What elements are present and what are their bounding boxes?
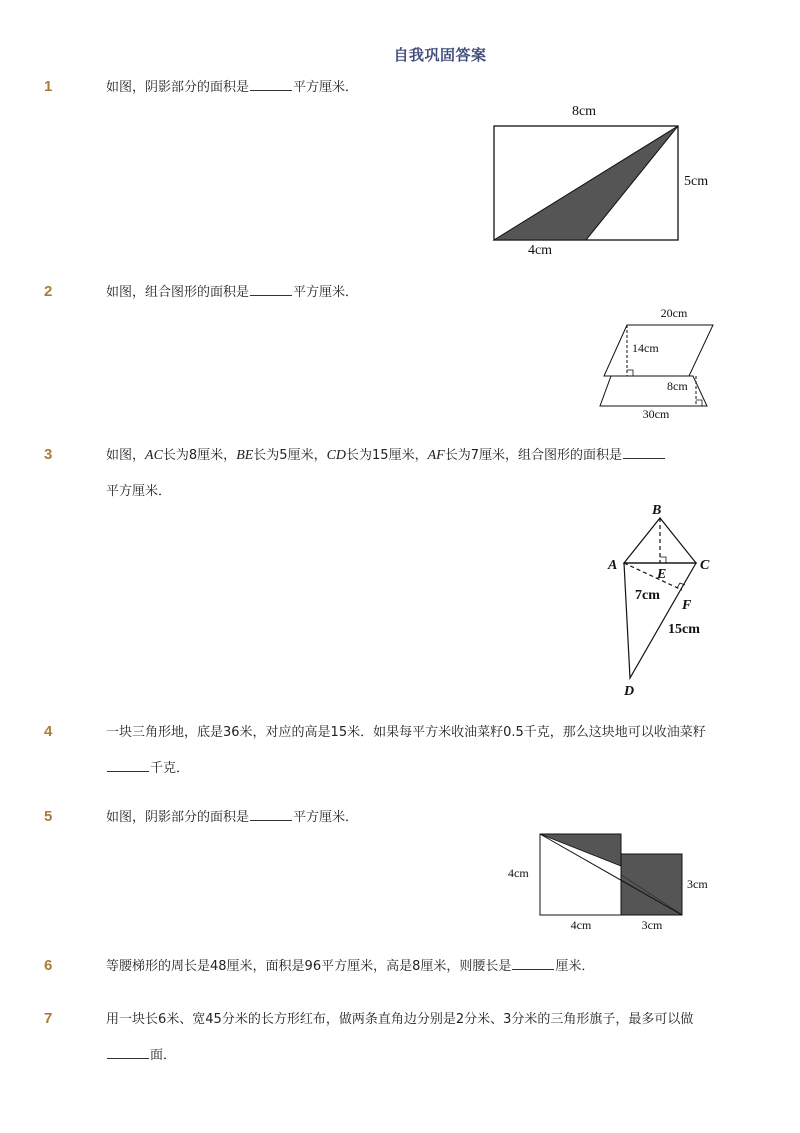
question-text-part: 长为7厘米，组合图形的面积是 (444, 448, 622, 463)
question-number: 1 (44, 78, 53, 95)
question-text-after: 平方厘米． (293, 810, 359, 825)
segment-cd: CD (326, 448, 347, 463)
question-number: 3 (44, 446, 53, 463)
label-c: C (700, 558, 710, 573)
label-d: D (624, 684, 635, 699)
right-angle-mark (660, 557, 666, 563)
figure-q5 (506, 826, 716, 936)
question-text-prefix: 如图， (106, 448, 146, 463)
question-text-after: 厘米． (555, 959, 595, 974)
figure-q2 (596, 300, 720, 424)
label-bottom: 30cm (642, 407, 670, 421)
label-top: 8cm (571, 104, 597, 119)
answer-blank[interactable] (107, 758, 149, 772)
answer-blank[interactable] (250, 282, 292, 296)
question-text (106, 949, 716, 985)
answer-blank[interactable] (250, 77, 292, 91)
answer-blank[interactable] (623, 445, 665, 459)
label-top: 20cm (660, 306, 688, 320)
question-text-before: 如图，阴影部分的面积是 (106, 80, 250, 95)
figure-q3 (600, 498, 724, 704)
height-af (624, 563, 682, 590)
segment-af: AF (427, 448, 445, 463)
label-e: E (657, 567, 667, 582)
right-angle-mark (696, 400, 702, 406)
question-text (106, 715, 716, 787)
label-f: F (682, 598, 692, 613)
label-cd-length: 15cm (668, 622, 700, 637)
label-bottom-left: 4cm (570, 918, 592, 932)
label-bottom-right: 3cm (641, 918, 663, 932)
right-angle-mark (627, 370, 633, 376)
label-right: 5cm (684, 174, 709, 189)
label-a: A (608, 558, 618, 573)
question-text-part: 长为5厘米， (253, 448, 327, 463)
question-text-after: 平方厘米． (293, 285, 359, 300)
label-bottom: 4cm (527, 243, 553, 258)
segment-be: BE (236, 448, 254, 463)
question-text-after: 平方厘米． (293, 80, 359, 95)
label-height-top: 14cm (632, 341, 659, 355)
question-text-before: 等腰梯形的周长是48厘米，面积是96平方厘米，高是8厘米，则腰长是 (106, 959, 512, 974)
question-text-before: 一块三角形地，底是36米，对应的高是15米．如果每平方米收油菜籽0.5千克，那么这块地可以收油菜籽 (106, 725, 706, 740)
page-title: 自我巩固答案 (393, 46, 487, 64)
question-number: 7 (44, 1010, 53, 1027)
segment-ac: AC (145, 448, 163, 463)
question-text-after: 平方厘米． (106, 484, 172, 499)
question-text-part: 长为8厘米， (162, 448, 237, 463)
question-text-before: 如图，阴影部分的面积是 (106, 810, 250, 825)
trapezoid (600, 376, 707, 406)
question-text-before: 用一块长6米、宽45分米的长方形红布，做两条直角边分别是2分米、3分米的三角形旗子，最多可以做 (106, 1012, 694, 1027)
question-number: 4 (44, 723, 53, 740)
question-text (106, 1002, 716, 1074)
label-b: B (652, 503, 662, 518)
shaded-triangle-top (540, 834, 621, 866)
label-height-bottom: 8cm (667, 379, 688, 393)
shaded-triangle (494, 126, 678, 240)
label-right: 3cm (687, 877, 708, 891)
label-af-length: 7cm (635, 588, 660, 603)
label-left: 4cm (508, 866, 529, 880)
figure-q1 (486, 100, 726, 262)
answer-blank[interactable] (250, 807, 292, 821)
question-text-part: 长为15厘米， (346, 448, 428, 463)
answer-blank[interactable] (107, 1045, 149, 1059)
question-text-before: 如图，组合图形的面积是 (106, 285, 250, 300)
question-number: 5 (44, 808, 53, 825)
question-text-after: 千克． (150, 761, 190, 776)
question-number: 6 (44, 957, 53, 974)
question-number: 2 (44, 283, 53, 300)
question-text-after: 面． (150, 1048, 177, 1063)
answer-blank[interactable] (512, 956, 554, 970)
